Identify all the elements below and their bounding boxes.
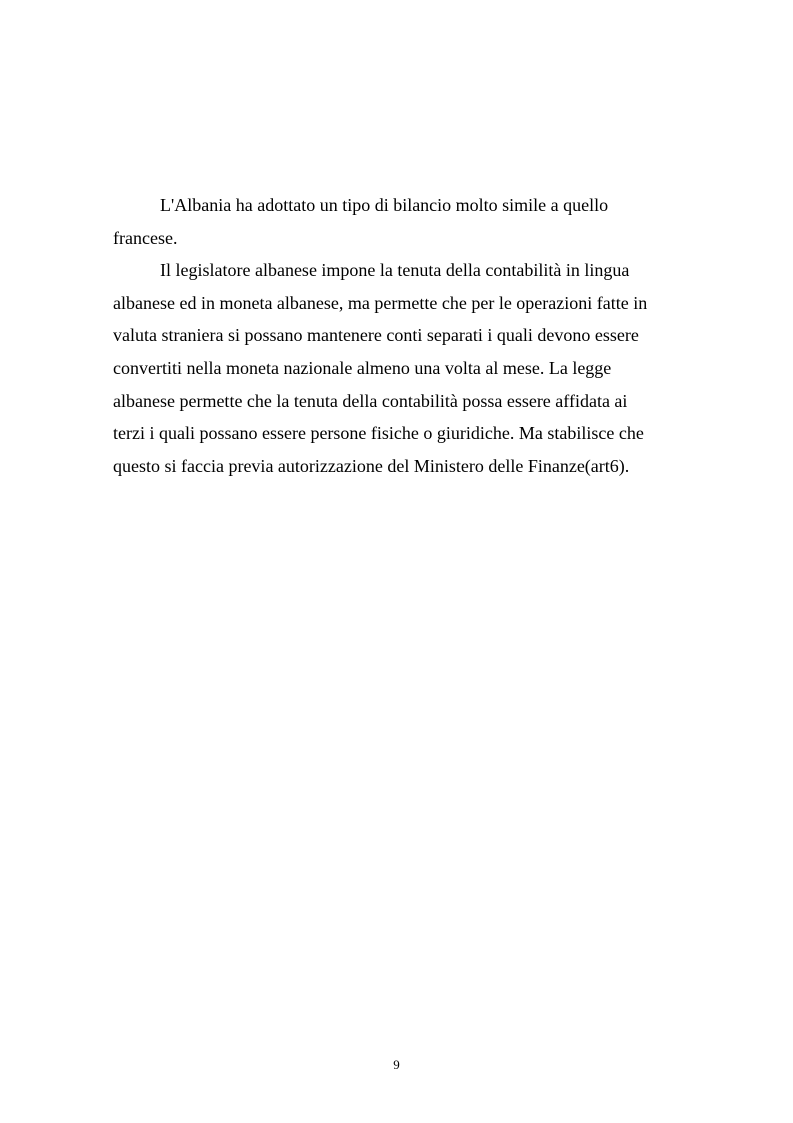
paragraph-line: Il legislatore albanese impone la tenuta della contabilità in lingua xyxy=(160,260,630,281)
paragraph-line: questo si faccia previa autorizzazione del Ministero delle Finanze(art6). xyxy=(113,455,630,476)
paragraph-2 xyxy=(113,254,685,482)
paragraph-line: albanese ed in moneta albanese, ma permette che per le operazioni fatte in xyxy=(113,292,648,313)
paragraph-line: L'Albania ha adottato un tipo di bilancio molto simile a quello xyxy=(160,195,609,215)
paragraph-line: valuta straniera si possano mantenere conti separati i quali devono essere xyxy=(113,325,639,346)
paragraph-1 xyxy=(113,189,685,254)
paragraph-line: francese. xyxy=(113,227,178,248)
page-number: 9 xyxy=(393,1057,400,1072)
paragraph-line: convertiti nella moneta nazionale almeno una volta al mese. La legge xyxy=(113,357,612,378)
paragraph-line: terzi i quali possano essere persone fisiche o giuridiche. Ma stabilisce che xyxy=(113,423,644,444)
body-text xyxy=(113,189,685,482)
paragraph-line: albanese permette che la tenuta della contabilità possa essere affidata ai xyxy=(113,390,628,411)
